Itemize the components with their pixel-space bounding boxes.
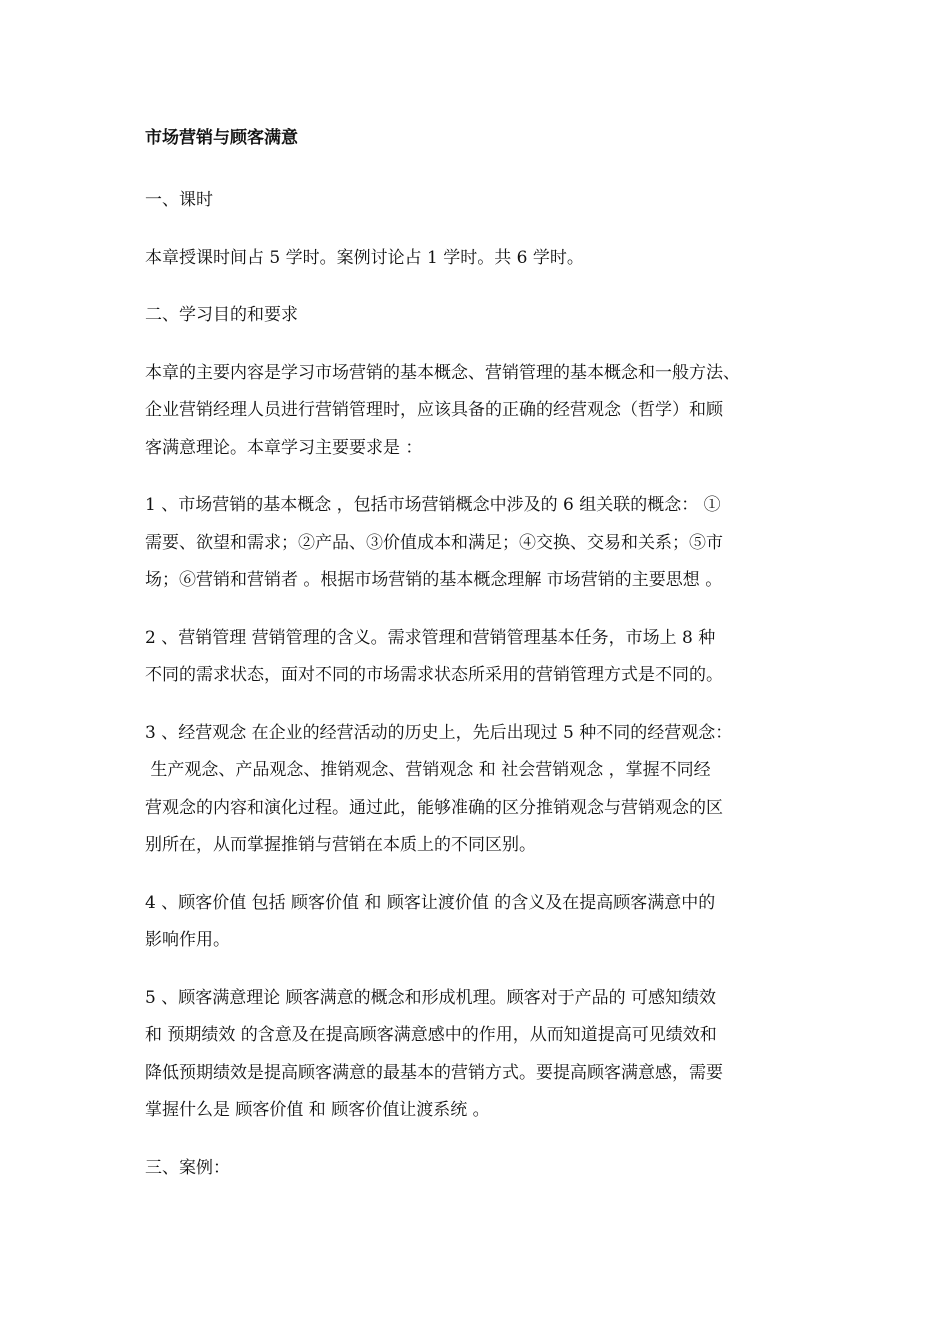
paragraph-line: 4 、顾客价值 包括 顾客价值 和 顾客让渡价值 的含义及在提高顾客满意中的: [145, 892, 716, 913]
requirement-item-5: [145, 980, 810, 1130]
requirement-item-1: [145, 487, 810, 600]
paragraph-line: 本章的主要内容是学习市场营销的基本概念、营销管理的基本概念和一般方法、: [145, 362, 740, 383]
paragraph-line: 和 预期绩效 的含意及在提高顾客满意感中的作用，从而知道提高可见绩效和: [145, 1025, 717, 1045]
paragraph-line: 降低预期绩效是提高顾客满意的最基本的营销方式。要提高顾客满意感，需要: [145, 1062, 723, 1083]
section-heading-cases: 三、案例：: [145, 1157, 230, 1178]
paragraph-line: 1 、市场营销的基本概念 ，包括市场营销概念中涉及的 6 组关联的概念： ①: [145, 495, 721, 515]
paragraph-line: 营观念的内容和演化过程。通过此，能够准确的区分推销观念与营销观念的区: [145, 797, 723, 818]
document-title: 市场营销与顾客满意: [145, 128, 298, 148]
paragraph-line: 别所在，从而掌握推销与营销在本质上的不同区别。: [145, 835, 536, 855]
paragraph-line: 需要、欲望和需求；②产品、③价值成本和满足；④交换、交易和关系；⑤市: [145, 532, 723, 553]
paragraph-line: 影响作用。: [145, 930, 230, 950]
section-heading-hours: 一、课时: [145, 190, 213, 210]
section-heading-objectives: 二、学习目的和要求: [145, 305, 298, 325]
paragraph-line: 3 、经营观念 在企业的经营活动的历史上，先后出现过 5 种不同的经营观念：: [145, 722, 733, 743]
paragraph-line: 掌握什么是 顾客价值 和 顾客价值让渡系统 。: [145, 1100, 490, 1120]
paragraph-line: 本章授课时间占 5 学时。案例讨论占 1 学时。共 6 学时。: [145, 247, 584, 268]
paragraph-line: 场；⑥营销和营销者 。根据市场营销的基本概念理解 市场营销的主要思想 。: [145, 570, 723, 590]
requirement-item-2: [145, 620, 810, 695]
paragraph-line: 2 、营销管理 营销管理的含义。需求管理和营销管理基本任务，市场上 8 种: [145, 627, 716, 648]
document-page: [145, 124, 810, 1207]
paragraph-line: 企业营销经理人员进行营销管理时，应该具备的正确的经营观念（哲学）和顾: [145, 400, 723, 420]
requirement-item-3: [145, 715, 810, 865]
hours-paragraph: [145, 240, 810, 278]
paragraph-line: 客满意理论。本章学习主要要求是 ：: [145, 437, 423, 458]
requirement-item-4: [145, 885, 810, 960]
objectives-intro-paragraph: [145, 355, 810, 468]
paragraph-line: 生产观念、产品观念、推销观念、营销观念 和 社会营销观念 ，掌握不同经: [145, 760, 711, 780]
paragraph-line: 5 、顾客满意理论 顾客满意的概念和形成机理。顾客对于产品的 可感知绩效: [145, 987, 717, 1008]
paragraph-line: 不同的需求状态，面对不同的市场需求状态所采用的营销管理方式是不同的。: [145, 665, 723, 685]
